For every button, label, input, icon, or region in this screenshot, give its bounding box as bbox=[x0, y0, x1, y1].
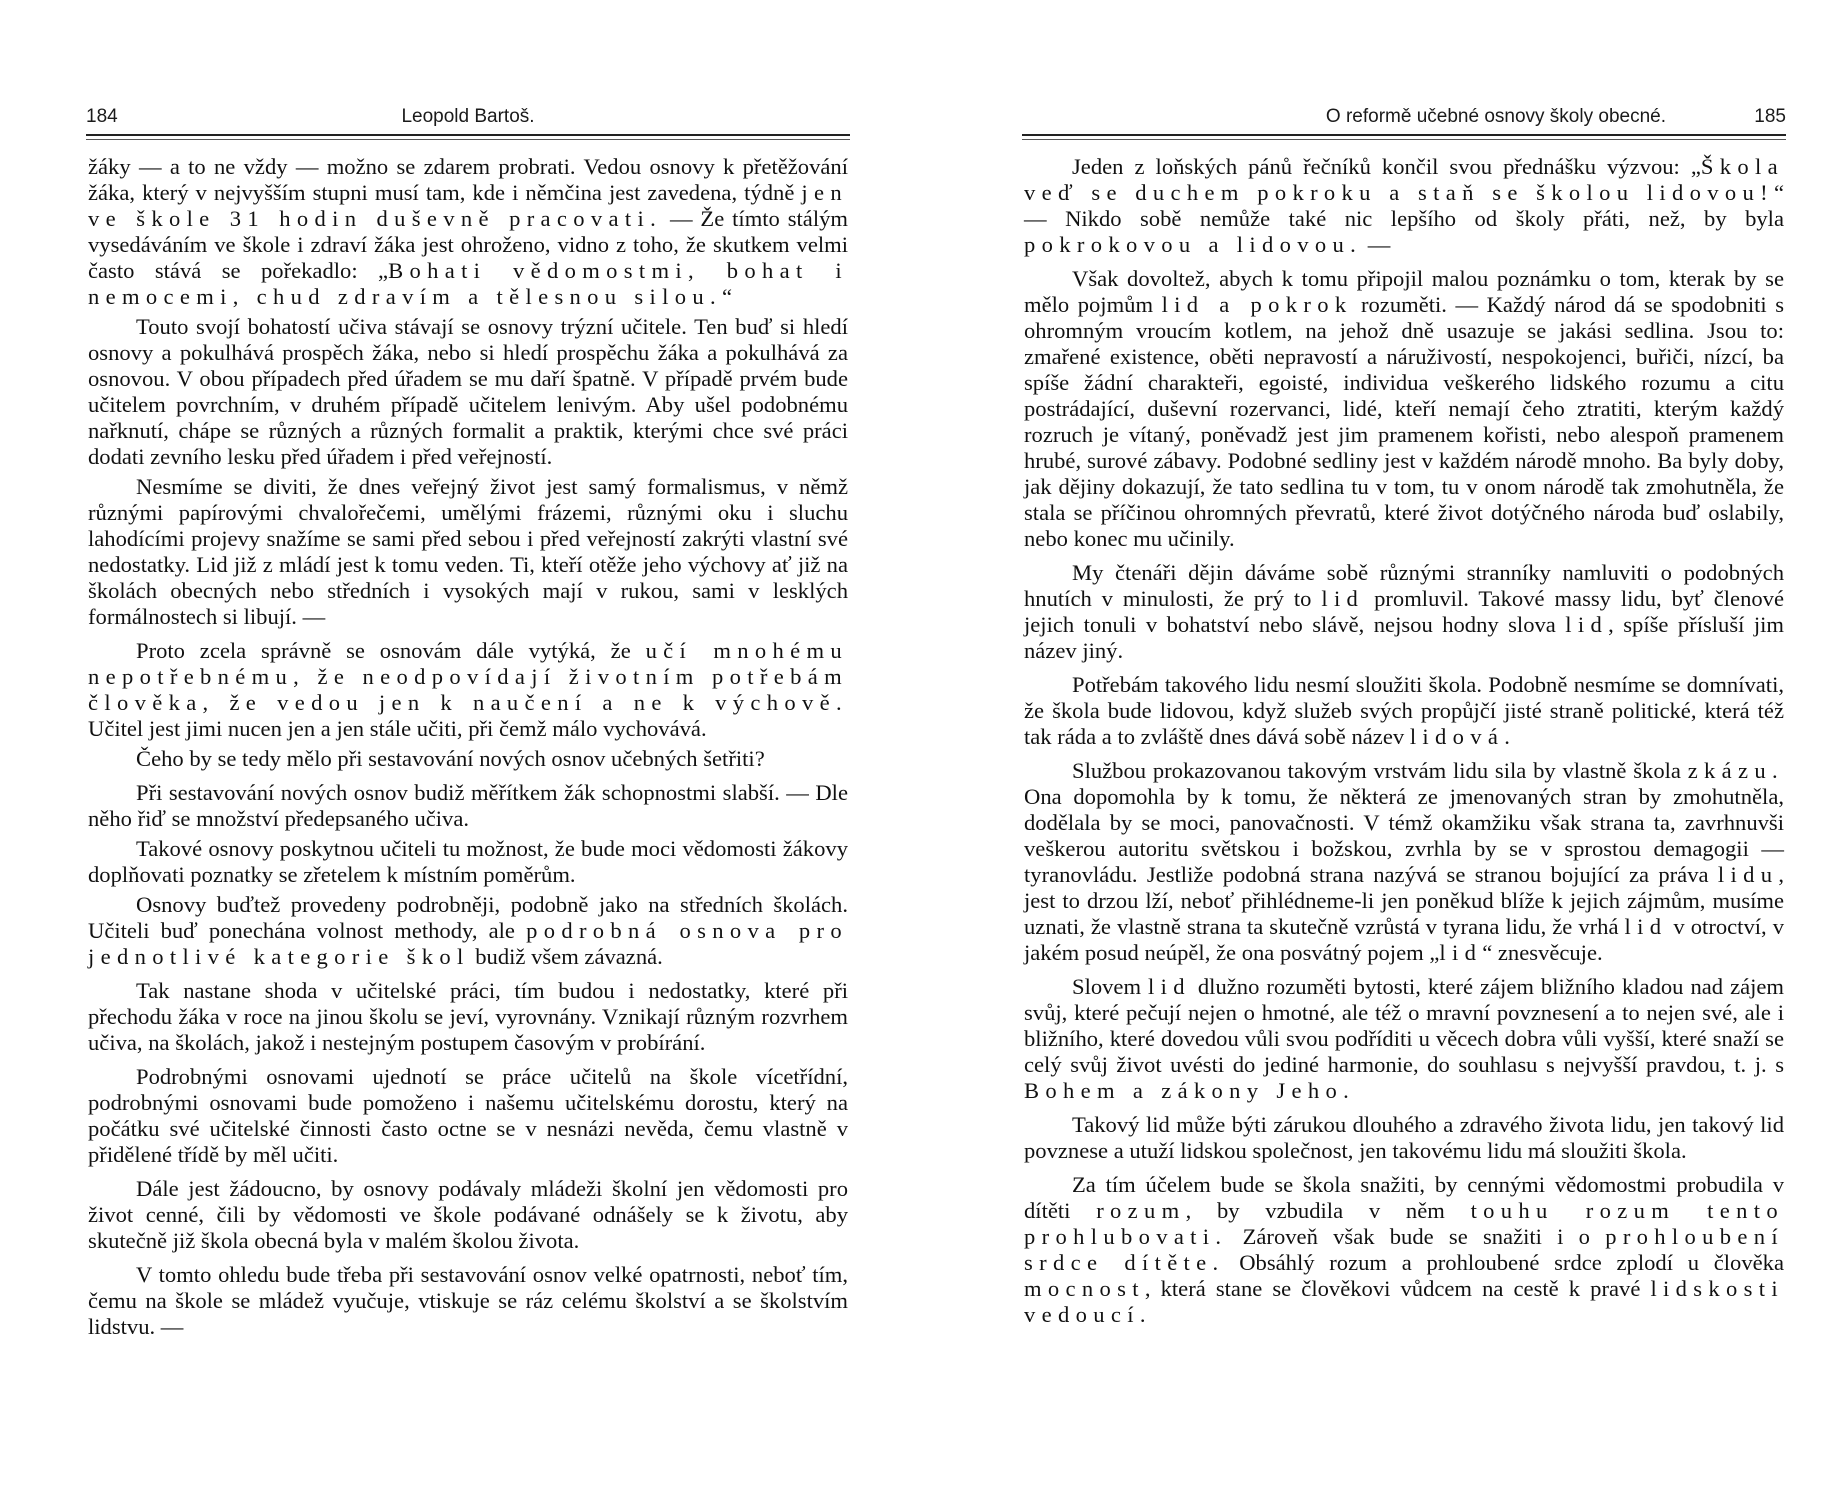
text-run: — bbox=[1362, 232, 1391, 257]
text-run: “ — Nikdo sobě nemůže také nic lepšího od školy přáti, než, by byla bbox=[1024, 180, 1784, 231]
text-run: V tomto ohledu bude třeba při sestavování osnov velké opatrnosti, neboť tím, čemu na škole se mládež vyučuje, vtiskuje se ráz celému školství a se školstvím lidstvu. — bbox=[88, 1262, 848, 1339]
paragraph bbox=[88, 1176, 848, 1254]
spaced-emphasis-text: učí mnohému nepotřebnému, že neodpovídají životním potřebám člověka, že vedou jen k naučení a ne k výchově. bbox=[88, 638, 848, 715]
text-run: Za tím účelem bude se škola snažiti, by cennými vědomostmi probudila v dítěti bbox=[1024, 1172, 1784, 1223]
page-number-left: 184 bbox=[86, 106, 118, 127]
paragraph bbox=[1024, 266, 1784, 552]
text-run: dlužno rozuměti bytosti, které zájem bližního kladou nad zájem svůj, které pečují nejen o hmotné, ale též o mravní povznesení a to nejen své, ale i bližního, které dovedou vůli svou podříditi u věcech dobra vůli vyšší, které snaží se celý svůj život uvésti do jediné harmonie, do souhlasu s nejvyšší pravdou, t. j. s bbox=[1024, 974, 1785, 1077]
text-run: v otroctví, v jakém posud neúpěl, že ona posvátný pojem „ bbox=[1024, 914, 1784, 965]
spaced-emphasis-text: lid bbox=[1321, 586, 1365, 611]
spaced-emphasis-text: lidskosti vedoucí. bbox=[1024, 1276, 1784, 1327]
text-run: budiž všem závazná. bbox=[469, 944, 663, 969]
spaced-emphasis-text: lid bbox=[1624, 914, 1668, 939]
left-running-head bbox=[86, 106, 850, 132]
text-run: Proto zcela správně se osnovám dále vytýká, že bbox=[136, 638, 646, 663]
text-run: Podrobnými osnovami ujednotí se práce učitelů na škole vícetřídní, podrobnými osnovami bude pomoženo i našemu učitelskému dorostu, který na počátku své učitelské činnosti často octne se v nesnázi nevěda, čemu vlastně v přidělené třídě by měl učiti. bbox=[88, 1064, 848, 1167]
spaced-emphasis-text: rozum bbox=[1096, 1198, 1186, 1223]
text-run: Čeho by se tedy mělo při sestavování nových osnov učebných šetřiti? bbox=[136, 746, 765, 771]
text-run: Zároveň však bude se snažiti i o bbox=[1227, 1224, 1606, 1249]
paragraph bbox=[88, 154, 848, 310]
spaced-emphasis-text: lid bbox=[1439, 940, 1483, 965]
paragraph bbox=[88, 474, 848, 630]
spaced-emphasis-text: lid bbox=[1148, 974, 1191, 999]
text-run: My čtenáři dějin dáváme sobě různými stranníky namluviti o podobných hnutích v minulosti, že prý to bbox=[1024, 560, 1784, 611]
text-run: , jest to drzou lží, neboť přihlédneme-li jen poněkud blíže k jejich zájmům, musíme uznati, že vlastně strana ta skutečně vzrůstá v tyrana lidu, že vrhá bbox=[1024, 862, 1784, 939]
spaced-emphasis-text: pokrokovou a lidovou. bbox=[1024, 232, 1363, 257]
paragraph bbox=[1024, 154, 1784, 258]
spaced-emphasis-text: lid bbox=[1565, 612, 1609, 637]
page-number-right: 185 bbox=[1754, 106, 1786, 127]
text-run: Slovem bbox=[1072, 974, 1149, 999]
text-run: žáky — a to ne vždy — možno se zdarem probrati. Vedou osnovy k přetěžování žáka, který v nejvyšším stupni musí tam, kde i němčina jest zavedena, týdně bbox=[88, 154, 848, 205]
paragraph bbox=[88, 638, 848, 742]
text-run: “ bbox=[721, 284, 733, 309]
text-run: Takový lid může býti zárukou dlouhého a zdravého života lidu, jen takový lid povznese a utuží lidskou společnost, jen takovému lidu má sloužiti škola. bbox=[1024, 1112, 1784, 1163]
text-run: Ona dopomohla by k tomu, že některá ze jmenovaných stran by zmohutněla, dodělala by se moci, panovačnosti. V témž okamžiku však strana ta, zavrhnuvši veškerou autoritu světskou i božskou, zvrhla by se v sprostou demagogii — tyranovládu. Jestliže podobná strana nazývá se stranou bojující za práva bbox=[1024, 784, 1784, 887]
paragraph bbox=[88, 978, 848, 1056]
spaced-emphasis-text: Škola veď se duchem pokroku a staň se školou lidovou! bbox=[1024, 154, 1784, 205]
paragraph bbox=[1024, 1172, 1784, 1328]
text-run: “ znesvěcuje. bbox=[1482, 940, 1603, 965]
text-run: , spíše přísluší jim název jiný. bbox=[1024, 612, 1784, 663]
spaced-emphasis-text: zkázu. bbox=[1687, 758, 1784, 783]
text-run: — Že tímto stálým vysedáváním ve škole i zdraví žáka jest ohroženo, vidno z toho, že skutkem velmi často stává se pořekadlo: „ bbox=[88, 206, 848, 283]
text-run: Osnovy buďtež provedeny podrobněji, podobně jako na středních školách. Učiteli buď ponechána volnost methody, ale bbox=[88, 892, 848, 943]
text-run: Učitel jest jimi nucen jen a jen stále učiti, při čemž málo vychovává. bbox=[88, 716, 707, 741]
spaced-emphasis-text: lidu bbox=[1717, 862, 1779, 887]
paragraph bbox=[88, 892, 848, 970]
spaced-emphasis-text: jen ve škole 31 hodin duševně pracovati. bbox=[88, 180, 848, 231]
paragraph bbox=[88, 314, 848, 470]
text-run: Tak nastane shoda v učitelské práci, tím budou i nedostatky, které při přechodu žáka v roce na jinou školu se jeví, vyrovnány. Vznikají různým rozvrhem učiva, na školách, jakož i nestejným postupem časovým v probírání. bbox=[88, 978, 848, 1055]
spaced-emphasis-text: lidová. bbox=[1409, 724, 1517, 749]
text-run: Potřebám takového lidu nesmí sloužiti škola. Podobně nesmíme se domnívati, že škola bude lidovou, když služeb svých propůjčí jisté straně politické, která též tak ráda a to zvláště dnes dává sobě název bbox=[1024, 672, 1784, 749]
paragraph bbox=[1024, 758, 1784, 966]
paragraph bbox=[88, 746, 848, 772]
text-run: Při sestavování nových osnov budiž měřítkem žák schopnostmi slabší. — Dle něho řiď se množství předepsaného učiva. bbox=[88, 780, 848, 831]
spaced-emphasis-text: mocnost bbox=[1024, 1276, 1145, 1301]
text-run: Nesmíme se diviti, že dnes veřejný život jest samý formalismus, v němž různými papírovými chvalořečemi, umělými frázemi, různými oku i sluchu lahodícími projevy snažíme se sami před sebou i před veřejností zakrýti vlastní své nedostatky. Lid již z mládí jest k tomu veden. Ti, kteří otěže jeho výchovy ať již na školách obecných nebo středních i vysokých mají v rukou, sami v lesklých formálnostech si libují. — bbox=[88, 474, 848, 629]
text-run: rozuměti. — Každý národ dá se spodobniti s ohromným vroucím kotlem, na jehož dně usazuje se jakási sedlina. Jsou to: zmařené existence, oběti nepravostí a náruživostí, nespokojenci, buřiči, nízcí, ba spíše žádní charakteři, egoisté, individua veškerého lidského rozumu a citu postrádající, duševní rozervanci, lidé, kteří nemají čeho ztratiti, kterým každý rozruch je vítaný, poněvadž jest jim pramenem kořisti, nebo alespoň pramenem hrubé, surové zábavy. Podobné sedliny jest v každém národě mnoho. Ba byly doby, jak dějiny dokazují, že tato sedlina tu v tom, tu v onom národě tak zmohutněla, že stala se příčinou ohromných převratů, které život dotýčného národa buď oslabily, nebo konec mu učinily. bbox=[1024, 292, 1784, 551]
spaced-emphasis-text: prohloubení srdce dítěte. bbox=[1024, 1224, 1784, 1275]
spaced-emphasis-text: podrobná osnova pro jednotlivé kategorie škol bbox=[88, 918, 848, 969]
spaced-emphasis-text: touhu rozum tento prohlubovati. bbox=[1024, 1198, 1784, 1249]
paragraph bbox=[1024, 1112, 1784, 1164]
spaced-emphasis-text: lid a pokrok bbox=[1161, 292, 1353, 317]
text-run: Jeden z loňských pánů řečníků končil svou přednášku výzvou: „ bbox=[1072, 154, 1701, 179]
text-run: promluvil. Takové massy lidu, byť členové jejich tonuli v bohatství nebo slávě, nejsou hodny slova bbox=[1024, 586, 1784, 637]
header-rule-left bbox=[86, 134, 850, 136]
spaced-emphasis-text: Bohem a zákony Jeho. bbox=[1024, 1078, 1356, 1103]
running-title-left: Leopold Bartoš. bbox=[401, 106, 535, 127]
text-run: Však dovoltež, abych k tomu připojil malou poznámku o tom, kterak by se mělo pojmům bbox=[1024, 266, 1784, 317]
text-run: , by vzbudila v něm bbox=[1185, 1198, 1471, 1223]
right-running-head bbox=[1022, 106, 1786, 132]
text-run: Dále jest žádoucno, by osnovy podávaly mládeži školní jen vědomosti pro život cenné, čili by vědomosti ve škole podávané odnášely se k životu, aby skutečně již škola obecná byla v malém školou života. bbox=[88, 1176, 848, 1253]
text-run: Takové osnovy poskytnou učiteli tu možnost, že bude moci vědomosti žákovy doplňovati poznatky se zřetelem k místním poměrům. bbox=[88, 836, 848, 887]
spaced-emphasis-text: Bohati vědomostmi, bohat i nemocemi, chud zdravím a tělesnou silou. bbox=[88, 258, 848, 309]
header-rule-right bbox=[1022, 134, 1786, 136]
text-run: , která stane se člověkovi vůdcem na cestě k pravé bbox=[1144, 1276, 1651, 1301]
text-run: Obsáhlý rozum a prohloubené srdce zplodí u člověka bbox=[1224, 1250, 1784, 1275]
right-page bbox=[924, 0, 1848, 1500]
paragraph bbox=[88, 1262, 848, 1340]
text-run: Touto svojí bohatostí učiva stávají se osnovy trýzní učitele. Ten buď si hledí osnovy a pokulhává prospěch žáka, nebo si hledí prospěchu žáka a pokulhává za osnovou. V obou případech před úřadem se mu daří špatně. V případě prvém bude učitelem povrchním, v druhém případě učitelem lenivým. Aby ušel podobnému nařknutí, chápe se různých a různých formalit a praktik, kterými chce své práci dodati zevního lesku před úřadem i před veřejností. bbox=[88, 314, 848, 469]
paragraph bbox=[1024, 974, 1784, 1104]
running-title-right: O reformě učebné osnovy školy obecné. bbox=[1325, 106, 1666, 127]
paragraph bbox=[88, 780, 848, 832]
right-body-text bbox=[1024, 154, 1784, 1332]
paragraph bbox=[1024, 672, 1784, 750]
paragraph bbox=[88, 836, 848, 888]
left-body-text bbox=[88, 154, 848, 1344]
paragraph bbox=[1024, 560, 1784, 664]
text-run: Službou prokazovanou takovým vrstvám lidu sila by vlastně škola bbox=[1072, 758, 1688, 783]
paragraph bbox=[88, 1064, 848, 1168]
